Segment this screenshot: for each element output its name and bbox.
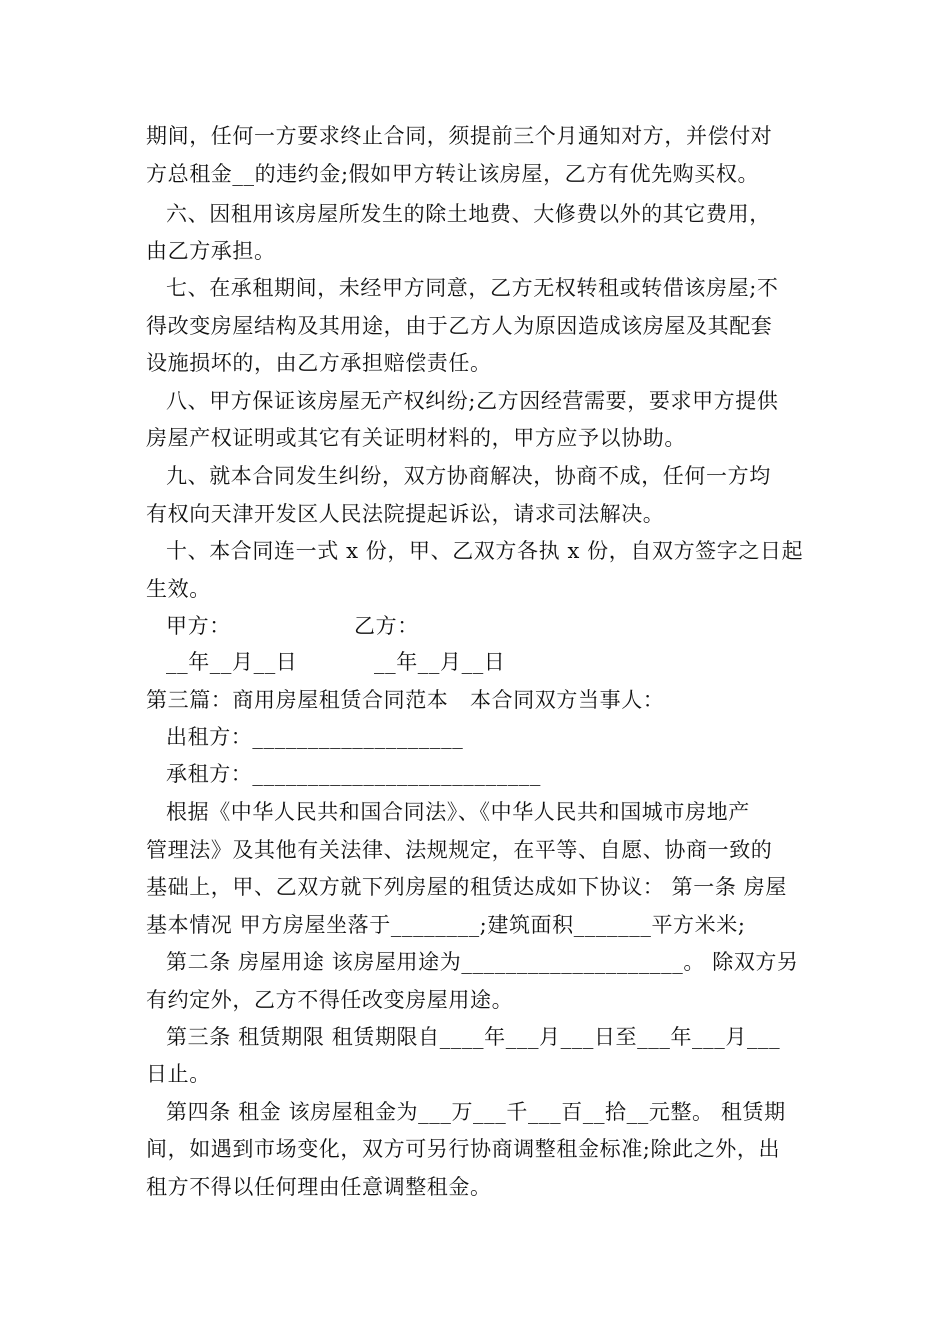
text-line: 基础上，甲、乙双方就下列房屋的租赁达成如下协议： 第一条 房屋 [146,875,787,899]
clause-9: 九、就本合同发生纠纷，双方协商解决，协商不成，任何一方均 [166,464,771,488]
signature-dates [166,648,816,678]
text-line: 日止。 [146,1062,211,1086]
text-line: 有约定外，乙方不得任改变房屋用途。 [146,988,514,1012]
article-4: 第四条 租金 该房屋租金为___万___千___百__拾__元整。 租赁期 [166,1100,786,1124]
text-line: 房屋产权证明或其它有关证明材料的，甲方应予以协助。 [146,426,686,450]
text-line: 得改变房屋结构及其用途，由于乙方人为原因造成该房屋及其配套 [146,314,773,338]
clause-6: 六、因租用该房屋所发生的除土地费、大修费以外的其它费用， [166,202,771,226]
section-3-title: 第三篇：商用房屋租赁合同范本 本合同双方当事人： [146,688,665,712]
party-a-label: 甲方： [166,614,231,638]
text-line: 租方不得以任何理由任意调整租金。 [146,1175,492,1199]
text-line: 管理法》及其他有关法律、法规规定，在平等、自愿、协商一致的 [146,838,773,862]
article-2: 第二条 房屋用途 该房屋用途为____________________。 除双方另 [166,950,799,974]
clause-8: 八、甲方保证该房屋无产权纠纷;乙方因经营需要，要求甲方提供 [166,389,779,413]
text-line: 基本情况 甲方房屋坐落于________;建筑面积_______平方米米; [146,913,746,937]
date-a: __年__月__日 [166,650,298,674]
text-line: 间，如遇到市场变化，双方可另行协商调整租金标准;除此之外，出 [146,1137,781,1161]
text-line: 设施损坏的，由乙方承担赔偿责任。 [146,351,492,375]
text-line: 生效。 [146,577,211,601]
lessor-line: 出租方：___________________ [166,725,464,749]
party-b-label: 乙方： [354,614,419,638]
lessee-line: 承租方：__________________________ [166,762,541,786]
text-line: 由乙方承担。 [146,239,276,263]
text-line: 有权向天津开发区人民法院提起诉讼，请求司法解决。 [146,502,665,526]
signature-parties [166,612,816,642]
date-b: __年__月__日 [374,650,506,674]
clause-7: 七、在承租期间，未经甲方同意，乙方无权转租或转借该房屋;不 [166,276,779,300]
clause-10: 十、本合同连一式 x 份，甲、乙双方各执 x 份，自双方签字之日起 [166,539,804,563]
text-line: 方总租金__的违约金;假如甲方转让该房屋，乙方有优先购买权。 [146,162,760,186]
article-3: 第三条 租赁期限 租赁期限自____年___月___日至___年___月___ [166,1025,781,1049]
text-line: 根据《中华人民共和国合同法》、《中华人民共和国城市房地产 [166,800,750,824]
text-line: 期间，任何一方要求终止合同，须提前三个月通知对方，并偿付对 [146,124,773,148]
